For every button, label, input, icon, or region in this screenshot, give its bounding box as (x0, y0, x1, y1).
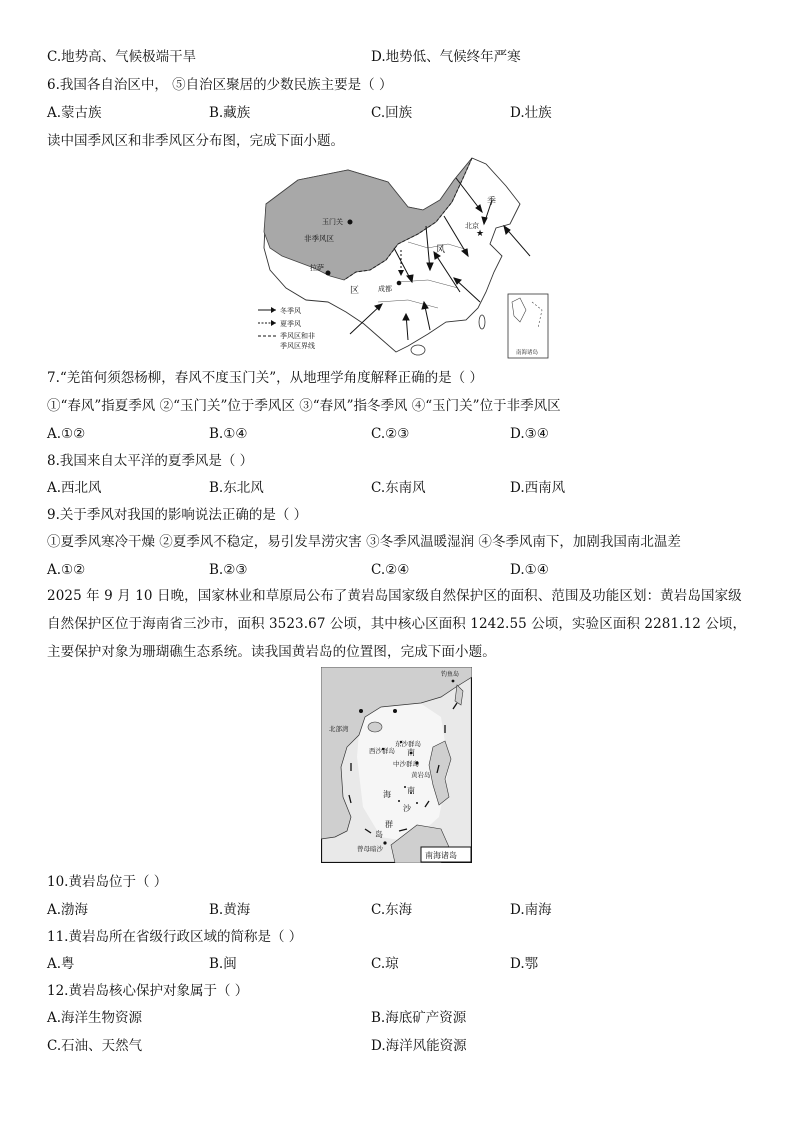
q5-option-d: D.地势低、气候终年严寒 (371, 49, 521, 65)
south-china-sea-inset (508, 294, 548, 358)
svg-text:南海诸岛: 南海诸岛 (516, 350, 539, 356)
q12-stem: 12.黄岩岛核心保护对象属于（ ） (47, 983, 249, 999)
label-qu: 区 (350, 286, 360, 296)
svg-text:夏季风: 夏季风 (280, 320, 301, 328)
label-inset: 南海诸岛 (425, 851, 457, 860)
label-dongsha: 东沙群岛 (395, 740, 421, 748)
q9-option-b: B.②③ (209, 562, 248, 578)
label-xisha: 西沙群岛 (369, 747, 395, 755)
q8-option-a: A.西北风 (47, 480, 102, 496)
q11-stem: 11.黄岩岛所在省级行政区域的简称是（ ） (47, 929, 303, 945)
q11-option-c: C.琼 (371, 956, 399, 972)
label-hai: 海 (383, 790, 391, 799)
monsoon-intro: 读中国季风区和非季风区分布图，完成下面小题。 (47, 133, 344, 149)
label-lhasa: 拉萨 (310, 264, 324, 272)
label-ji: 季 (487, 197, 497, 207)
label-chengdu: 成都 (378, 285, 392, 293)
q10-option-d: D.南海 (510, 902, 552, 918)
q11-option-a: A.粤 (47, 956, 75, 972)
label-beibu: 北部湾 (329, 725, 349, 733)
label-sha: 沙 (403, 804, 411, 813)
q8-option-b: B.东北风 (209, 480, 264, 496)
q9-option-c: C.②④ (371, 562, 410, 578)
q7-option-c: C.②③ (371, 426, 410, 442)
label-diaoyu: 钓鱼岛 (441, 671, 460, 678)
south-china-sea-map (321, 667, 472, 863)
label-feng: 风 (436, 245, 446, 255)
q7-option-d: D.③④ (510, 426, 549, 442)
label-zengmu: 曾母暗沙 (357, 845, 383, 853)
label-nan2: 南 (407, 786, 415, 795)
q6-option-c: C.回族 (371, 105, 413, 121)
q11-option-b: B.闽 (209, 956, 237, 972)
star-icon: ★ (476, 229, 485, 239)
q8-stem: 8.我国来自太平洋的夏季风是（ ） (47, 453, 254, 469)
yumenguan-dot (348, 220, 353, 225)
svg-text:冬季风: 冬季风 (280, 307, 301, 315)
q12-option-d: D.海洋风能资源 (371, 1038, 467, 1054)
label-huangyan: 黄岩岛 (411, 771, 431, 779)
monsoon-map (258, 152, 556, 362)
q10-option-c: C.东海 (371, 902, 413, 918)
q7-option-a: A.①② (47, 426, 86, 442)
svg-text:季风区界线: 季风区界线 (280, 342, 315, 350)
q11-option-d: D.鄂 (510, 956, 539, 972)
q12-option-a: A.海洋生物资源 (47, 1010, 143, 1026)
label-non-monsoon: 非季风区 (304, 234, 334, 243)
q6-stem: 6.我国各自治区中， ⑤自治区聚居的少数民族主要是（ ） (47, 77, 393, 93)
q6-option-d: D.壮族 (510, 105, 552, 121)
label-qun: 群 (385, 820, 393, 829)
q9-items: ①夏季风寒冷干燥 ②夏季风不稳定，易引发旱涝灾害 ③冬季风温暖湿润 ④冬季风南下，加剧我国南北温差 (47, 534, 681, 550)
label-dao: 岛 (375, 830, 383, 839)
q6-option-a: A.蒙古族 (47, 105, 102, 121)
q9-stem: 9.关于季风对我国的影响说法正确的是（ ） (47, 507, 308, 523)
q10-stem: 10.黄岩岛位于（ ） (47, 874, 168, 890)
label-nan1: 南 (407, 748, 415, 757)
q10-option-b: B.黄海 (209, 902, 251, 918)
chengdu-dot (397, 281, 402, 286)
svg-text:季风区和非: 季风区和非 (280, 332, 315, 340)
q10-option-a: A.渤海 (47, 902, 89, 918)
q6-option-b: B.藏族 (209, 105, 251, 121)
q9-option-a: A.①② (47, 562, 86, 578)
q12-option-b: B.海底矿产资源 (371, 1010, 467, 1026)
label-yumenguan: 玉门关 (322, 218, 343, 226)
label-zhongsha: 中沙群岛 (393, 760, 419, 768)
q8-option-d: D.西南风 (510, 480, 566, 496)
q7-stem: 7.“羌笛何须怨杨柳，春风不度玉门关”，从地理学角度解释正确的是（ ） (47, 370, 483, 386)
lhasa-dot (326, 271, 331, 276)
q7-items: ①“春风”指夏季风 ②“玉门关”位于季风区 ③“春风”指冬季风 ④“玉门关”位于非季风区 (47, 398, 561, 414)
huangyan-intro: 2025 年 9 月 10 日晚，国家林业和草原局公布了黄岩岛国家级自然保护区的面积、范围及功能区划：黄岩岛国家级自然保护区位于海南省三沙市，面积 3523.67 公顷，其中核心区面积 1242.55 公顷，实验区面积 2281.12 公顷，主要保护对象为珊瑚礁生态系统。读我国黄岩岛的位置图，完成下面小题。 (47, 588, 747, 660)
label-beijing: 北京 (465, 222, 479, 230)
q9-option-d: D.①④ (510, 562, 549, 578)
monsoon-legend (258, 306, 315, 350)
q5-option-c: C.地势高、气候极端干旱 (47, 49, 197, 65)
q8-option-c: C.东南风 (371, 480, 426, 496)
q12-option-c: C.石油、天然气 (47, 1038, 143, 1054)
q7-option-b: B.①④ (209, 426, 248, 442)
